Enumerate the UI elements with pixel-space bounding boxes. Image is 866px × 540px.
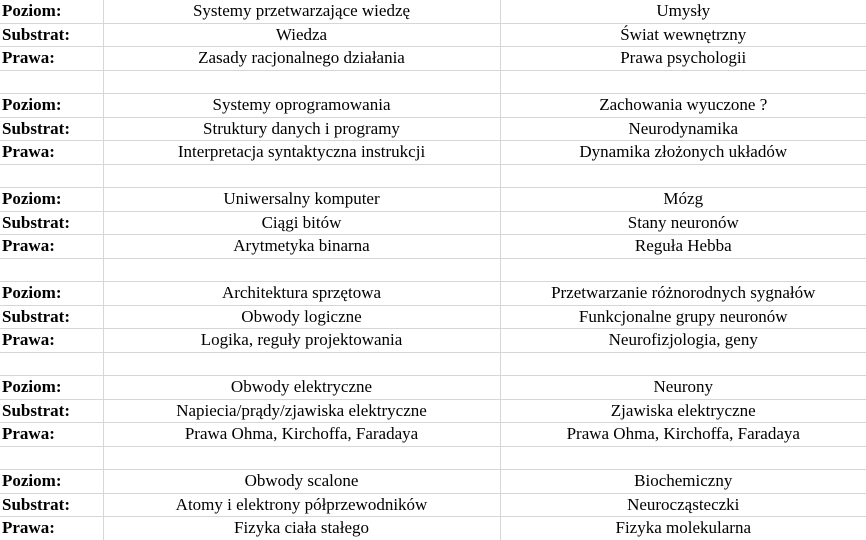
- empty-cell: [0, 164, 103, 188]
- laws-row: [0, 329, 866, 353]
- level-row: [0, 188, 866, 212]
- laws-row: [0, 141, 866, 165]
- laws-row: [0, 47, 866, 71]
- row-label: Poziom:: [0, 0, 103, 23]
- substrate-row: [0, 399, 866, 423]
- computer-cell: Wiedza: [103, 23, 500, 47]
- row-label: Substrat:: [0, 399, 103, 423]
- row-label: Prawa:: [0, 517, 103, 540]
- level-row: [0, 0, 866, 23]
- empty-cell: [103, 352, 500, 376]
- laws-row: [0, 423, 866, 447]
- mind-cell: Neurony: [500, 376, 866, 400]
- empty-cell: [0, 258, 103, 282]
- laws-row: [0, 235, 866, 259]
- computer-cell: Systemy oprogramowania: [103, 94, 500, 118]
- mind-cell: Biochemiczny: [500, 470, 866, 494]
- mind-cell: Neurofizjologia, geny: [500, 329, 866, 353]
- spacer-row: [0, 446, 866, 470]
- computer-cell: Struktury danych i programy: [103, 117, 500, 141]
- substrate-row: [0, 493, 866, 517]
- computer-cell: Uniwersalny komputer: [103, 188, 500, 212]
- mind-cell: Reguła Hebba: [500, 235, 866, 259]
- row-label: Substrat:: [0, 493, 103, 517]
- empty-cell: [0, 70, 103, 94]
- substrate-row: [0, 211, 866, 235]
- empty-cell: [103, 164, 500, 188]
- spacer-row: [0, 70, 866, 94]
- computer-cell: Architektura sprzętowa: [103, 282, 500, 306]
- mind-cell: Zjawiska elektryczne: [500, 399, 866, 423]
- computer-cell: Fizyka ciała stałego: [103, 517, 500, 540]
- row-label: Prawa:: [0, 141, 103, 165]
- spacer-row: [0, 352, 866, 376]
- level-row: [0, 470, 866, 494]
- computer-cell: Atomy i elektrony półprzewodników: [103, 493, 500, 517]
- empty-cell: [500, 164, 866, 188]
- computer-cell: Interpretacja syntaktyczna instrukcji: [103, 141, 500, 165]
- mind-cell: Funkcjonalne grupy neuronów: [500, 305, 866, 329]
- substrate-row: [0, 23, 866, 47]
- row-label: Prawa:: [0, 423, 103, 447]
- laws-row: [0, 517, 866, 540]
- substrate-row: [0, 117, 866, 141]
- mind-cell: Prawa psychologii: [500, 47, 866, 71]
- substrate-row: [0, 305, 866, 329]
- row-label: Poziom:: [0, 94, 103, 118]
- level-row: [0, 376, 866, 400]
- row-label: Substrat:: [0, 23, 103, 47]
- empty-cell: [0, 446, 103, 470]
- computer-cell: Obwody scalone: [103, 470, 500, 494]
- mind-cell: Przetwarzanie różnorodnych sygnałów: [500, 282, 866, 306]
- computer-cell: Systemy przetwarzające wiedzę: [103, 0, 500, 23]
- computer-cell: Logika, reguły projektowania: [103, 329, 500, 353]
- row-label: Prawa:: [0, 235, 103, 259]
- computer-cell: Zasady racjonalnego działania: [103, 47, 500, 71]
- mind-cell: Zachowania wyuczone ?: [500, 94, 866, 118]
- computer-cell: Napiecia/prądy/zjawiska elektryczne: [103, 399, 500, 423]
- row-label: Poziom:: [0, 282, 103, 306]
- computer-cell: Obwody logiczne: [103, 305, 500, 329]
- empty-cell: [500, 446, 866, 470]
- spacer-row: [0, 164, 866, 188]
- mind-cell: Dynamika złożonych układów: [500, 141, 866, 165]
- row-label: Prawa:: [0, 47, 103, 71]
- empty-cell: [103, 70, 500, 94]
- mind-cell: Prawa Ohma, Kirchoffa, Faradaya: [500, 423, 866, 447]
- mind-cell: Świat wewnętrzny: [500, 23, 866, 47]
- row-label: Poziom:: [0, 470, 103, 494]
- empty-cell: [500, 258, 866, 282]
- empty-cell: [500, 70, 866, 94]
- mind-cell: Mózg: [500, 188, 866, 212]
- mind-cell: Umysły: [656, 1, 711, 21]
- empty-cell: [103, 446, 500, 470]
- row-label: Substrat:: [0, 117, 103, 141]
- mind-cell: Neurocząsteczki: [500, 493, 866, 517]
- mind-cell: Stany neuronów: [500, 211, 866, 235]
- computer-cell: Ciągi bitów: [103, 211, 500, 235]
- computer-cell: Prawa Ohma, Kirchoffa, Faradaya: [103, 423, 500, 447]
- row-label: Substrat:: [0, 305, 103, 329]
- row-label: Prawa:: [0, 329, 103, 353]
- mind-cell: Fizyka molekularna: [500, 517, 866, 540]
- row-label: Poziom:: [0, 376, 103, 400]
- empty-cell: [103, 258, 500, 282]
- mind-cell: Neurodynamika: [500, 117, 866, 141]
- empty-cell: [0, 352, 103, 376]
- spacer-row: [0, 258, 866, 282]
- level-row: [0, 94, 866, 118]
- level-row: [0, 282, 866, 306]
- empty-cell: [500, 352, 866, 376]
- row-label: Poziom:: [0, 188, 103, 212]
- computer-cell: Obwody elektryczne: [103, 376, 500, 400]
- computer-cell: Arytmetyka binarna: [103, 235, 500, 259]
- row-label: Substrat:: [0, 211, 103, 235]
